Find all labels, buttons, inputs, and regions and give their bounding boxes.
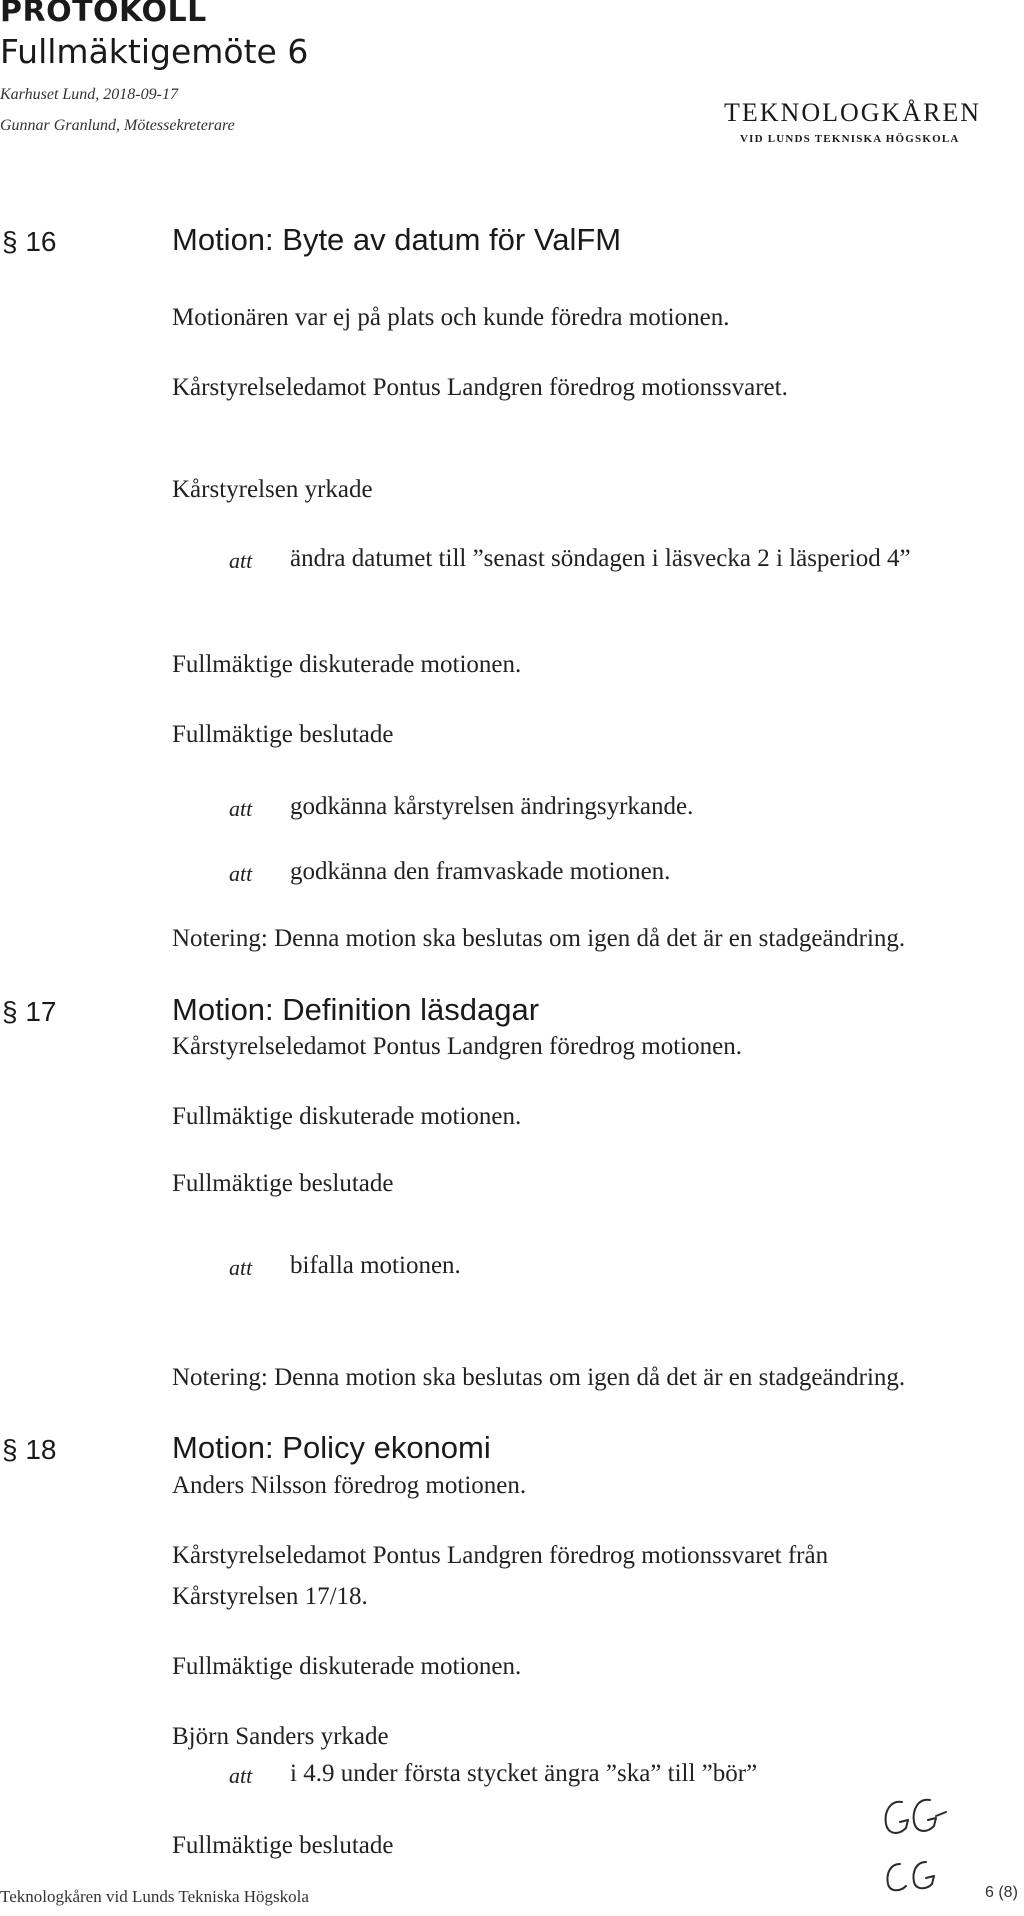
page-number: 6 (8) (985, 1884, 1018, 1901)
body-line: Kårstyrelseledamot Pontus Landgren föredrog motionssvaret. (172, 374, 788, 401)
att-label: att (229, 796, 253, 821)
motion-clause: godkänna den framvaskade motionen. (290, 858, 671, 885)
protocol-label: PROTOKOLL (0, 0, 207, 29)
org-name: TEKNOLOGKÅREN (724, 98, 982, 127)
handwritten-initials (880, 1782, 980, 1902)
meeting-title: Fullmäktigemöte 6 (0, 32, 309, 71)
section-number: § 17 (2, 996, 57, 1027)
secretary-line: Gunnar Granlund, Mötessekreterare (0, 117, 235, 134)
motion-clause: godkänna kårstyrelsen ändringsyrkande. (290, 793, 694, 820)
motion-clause: ändra datumet till ”senast söndagen i läsvecka 2 i läsperiod 4” (290, 545, 911, 572)
body-line: Kårstyrelsen yrkade (172, 476, 373, 503)
footer-org: Teknologkåren vid Lunds Tekniska Högskola (0, 1887, 309, 1906)
body-line: Kårstyrelsen 17/18. (172, 1583, 368, 1610)
org-subtitle: VID LUNDS TEKNISKA HÖGSKOLA (740, 133, 960, 145)
body-line: Fullmäktige beslutade (172, 721, 394, 748)
body-line: Björn Sanders yrkade (172, 1723, 389, 1750)
att-label: att (229, 861, 253, 886)
section-title: Motion: Definition läsdagar (172, 992, 540, 1027)
body-line: Kårstyrelseledamot Pontus Landgren föredrog motionen. (172, 1033, 742, 1060)
body-line: Motionären var ej på plats och kunde föredra motionen. (172, 304, 730, 331)
att-label: att (229, 1763, 253, 1788)
note-line: Notering: Denna motion ska beslutas om igen då det är en stadgeändring. (172, 925, 906, 952)
att-label: att (229, 548, 253, 573)
section-title: Motion: Policy ekonomi (172, 1430, 491, 1465)
body-line: Fullmäktige diskuterade motionen. (172, 1103, 522, 1130)
motion-clause: i 4.9 under första stycket ängra ”ska” till ”bör” (290, 1760, 758, 1787)
motion-clause: bifalla motionen. (290, 1252, 461, 1279)
body-line: Fullmäktige beslutade (172, 1170, 394, 1197)
section-number: § 16 (2, 226, 57, 257)
section-title: Motion: Byte av datum för ValFM (172, 222, 622, 257)
body-line: Fullmäktige beslutade (172, 1832, 394, 1859)
location-date: Karhuset Lund, 2018-09-17 (0, 86, 178, 103)
body-line: Anders Nilsson föredrog motionen. (172, 1472, 527, 1499)
att-label: att (229, 1255, 253, 1280)
note-line: Notering: Denna motion ska beslutas om igen då det är en stadgeändring. (172, 1364, 906, 1391)
section-number: § 18 (2, 1434, 57, 1465)
body-line: Fullmäktige diskuterade motionen. (172, 651, 522, 678)
body-line: Fullmäktige diskuterade motionen. (172, 1653, 522, 1680)
body-line: Kårstyrelseledamot Pontus Landgren föredrog motionssvaret från (172, 1542, 829, 1569)
